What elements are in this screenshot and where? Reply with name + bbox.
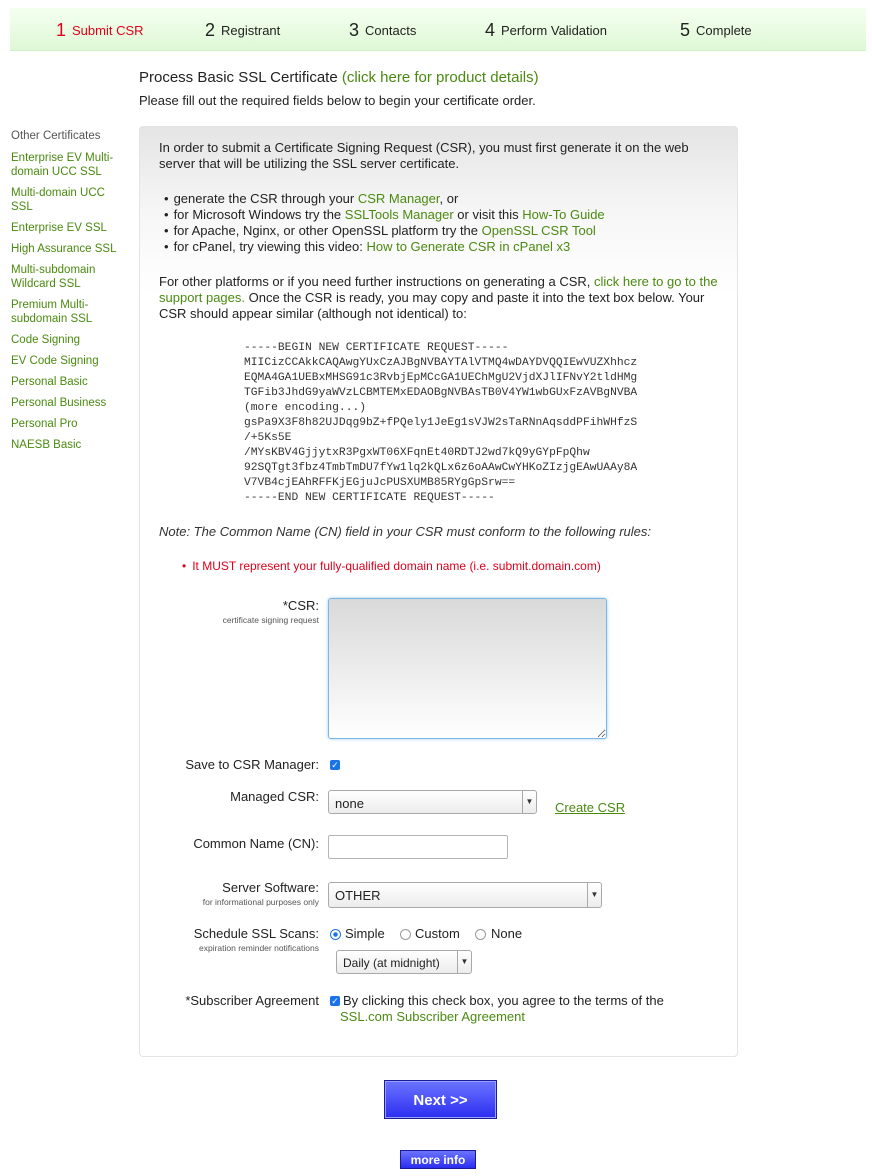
subscriber-agreement-checkbox[interactable]: ✓ bbox=[331, 996, 339, 1006]
page-title: Process Basic SSL Certificate (click here for product details) bbox=[139, 69, 539, 86]
scan-none-label: None bbox=[491, 926, 523, 941]
cn-rules-note: Note: The Common Name (CN) field in your CSR must conform to the following rules: bbox=[159, 524, 652, 539]
csr-manager-link[interactable]: CSR Manager bbox=[357, 191, 440, 206]
how-to-guide-link[interactable]: How-To Guide bbox=[522, 207, 605, 222]
csr-textarea[interactable] bbox=[328, 598, 607, 739]
chevron-down-icon: ▼ bbox=[587, 883, 601, 907]
platforms-text: For other platforms or if you need further instructions on generating a CSR, click here to go to the support pages. Once the CSR is ready, you may copy and paste it into the text box below. Your CSR should appear similar (although not identical) to: bbox=[159, 274, 718, 321]
scan-custom-label: Custom bbox=[415, 926, 460, 941]
progress-steps-bar bbox=[10, 8, 866, 51]
create-csr-link[interactable]: Create CSR bbox=[555, 800, 626, 815]
list-item: • generate the CSR through your CSR Manager, or bbox=[164, 191, 605, 207]
managed-csr-select[interactable]: none ▼ bbox=[328, 790, 537, 814]
sidebar-item-naesb-basic[interactable]: NAESB Basic bbox=[11, 439, 82, 451]
csr-sublabel: certificate signing request bbox=[222, 615, 319, 625]
list-item: • for Microsoft Windows try the SSLTools Manager or visit this How-To Guide bbox=[164, 207, 605, 223]
schedule-scans-sublabel: expiration reminder notifications bbox=[198, 943, 319, 953]
chevron-down-icon: ▼ bbox=[522, 791, 536, 813]
sidebar-item-personal-business[interactable]: Personal Business bbox=[11, 397, 107, 409]
sidebar-item-multi-subdomain-wildcard-ssl[interactable]: Multi-subdomain Wildcard SSL bbox=[11, 264, 96, 290]
server-software-sublabel: for informational purposes only bbox=[202, 897, 319, 907]
csr-label: *CSR: bbox=[282, 598, 319, 613]
csr-generation-options bbox=[164, 191, 605, 255]
cn-rule-item: • It MUST represent your fully-qualified domain name (i.e. submit.domain.com) bbox=[182, 559, 601, 573]
sidebar-item-enterprise-ev-multi-domain-ucc-ssl[interactable]: Enterprise EV Multi-domain UCC SSL bbox=[11, 152, 114, 178]
sidebar bbox=[11, 130, 129, 459]
scan-frequency-select[interactable]: Daily (at midnight) ▼ bbox=[336, 950, 472, 974]
scan-none-radio[interactable] bbox=[475, 929, 486, 940]
save-csr-label: Save to CSR Manager: bbox=[185, 757, 319, 772]
csr-sample-block: -----BEGIN NEW CERTIFICATE REQUEST----- MIICizCCAkkCAQAwgYUxCzAJBgNVBAYTAlVTMQ4wDAYDVQQIEwVUZXhhcz EQMA4GA1UEBxMHSG91c3RvbjEpMCcGA1UEChMgU2VjdXJlIFNvY2tldHMg TGFib3JhdG9yaWVzLCBMTEMxEDAOBgNVBAsTB0V4YW1wbGUxFzAVBgNVBA (more encoding...) gsPa9X3F8h82UJDqg9bZ+fPQely1JeEg1sVJW2sTaRNnAqsddPFihWHfzS /+5Ks5E /MYsKBV4GjjytxR3PgxWT06XFqnEt40RDTJ2wd7kQ9yGYpFpQhw 92SQTgt3fbz4TmbTmDU7fYw1lq2kQLx6z6oAAwCwYHKoZIzjgEAwUAAy8A V7VB4cjEAhRFFKjEGjuJcPUSXUMB85RYgGpSrw== -----END NEW CERTIFICATE REQUEST----- bbox=[244, 342, 638, 504]
step-perform-validation: 4 Perform Validation bbox=[485, 20, 607, 40]
openssl-csr-tool-link[interactable]: OpenSSL CSR Tool bbox=[481, 223, 596, 238]
scan-custom-radio[interactable] bbox=[400, 929, 411, 940]
intro-text: In order to submit a Certificate Signing Request (CSR), you must first generate it on the web server that will be utilizing the SSL server certificate. bbox=[159, 140, 689, 171]
ssltools-manager-link[interactable]: SSLTools Manager bbox=[344, 207, 454, 222]
sidebar-item-multi-domain-ucc-ssl[interactable]: Multi-domain UCC SSL bbox=[11, 187, 105, 213]
subscriber-agreement-label: *Subscriber Agreement bbox=[185, 993, 319, 1008]
step-submit-csr: 1 Submit CSR bbox=[56, 20, 144, 40]
scan-simple-label: Simple bbox=[345, 926, 385, 941]
save-csr-checkbox[interactable]: ✓ bbox=[331, 760, 339, 770]
subscriber-agreement-text: By clicking this check box, you agree to the terms of the bbox=[343, 993, 664, 1008]
list-item: • for cPanel, try viewing this video: How to Generate CSR in cPanel x3 bbox=[164, 239, 605, 255]
product-details-link[interactable]: (click here for product details) bbox=[341, 69, 539, 86]
sidebar-item-code-signing[interactable]: Code Signing bbox=[11, 334, 81, 346]
csr-form-panel bbox=[139, 126, 738, 1057]
sidebar-item-personal-basic[interactable]: Personal Basic bbox=[11, 376, 88, 388]
step-complete: 5 Complete bbox=[680, 20, 752, 40]
chevron-down-icon: ▼ bbox=[457, 951, 471, 973]
schedule-scans-label: Schedule SSL Scans: bbox=[193, 926, 319, 941]
subscriber-agreement-link[interactable]: SSL.com Subscriber Agreement bbox=[340, 1009, 525, 1024]
managed-csr-label: Managed CSR: bbox=[230, 789, 319, 804]
support-pages-link[interactable]: click here to go to the support pages. bbox=[159, 274, 718, 305]
server-software-select[interactable]: OTHER ▼ bbox=[328, 882, 602, 908]
sidebar-item-personal-pro[interactable]: Personal Pro bbox=[11, 418, 78, 430]
sidebar-item-premium-multi-subdomain-ssl[interactable]: Premium Multi-subdomain SSL bbox=[11, 299, 93, 325]
common-name-label: Common Name (CN): bbox=[193, 836, 319, 851]
server-software-label: Server Software: bbox=[222, 880, 319, 895]
sidebar-item-high-assurance-ssl[interactable]: High Assurance SSL bbox=[11, 243, 117, 255]
more-info-button[interactable]: more info bbox=[400, 1150, 476, 1169]
page-subtitle: Please fill out the required fields below to begin your certificate order. bbox=[139, 93, 536, 108]
common-name-input[interactable] bbox=[328, 835, 508, 859]
sidebar-item-ev-code-signing[interactable]: EV Code Signing bbox=[11, 355, 99, 367]
list-item: • for Apache, Nginx, or other OpenSSL platform try the OpenSSL CSR Tool bbox=[164, 223, 605, 239]
sidebar-heading: Other Certificates bbox=[11, 130, 101, 142]
scan-simple-radio[interactable] bbox=[330, 929, 341, 940]
step-registrant: 2 Registrant bbox=[205, 20, 281, 40]
cpanel-video-link[interactable]: How to Generate CSR in cPanel x3 bbox=[366, 239, 571, 254]
next-button[interactable]: Next >> bbox=[384, 1080, 497, 1119]
sidebar-item-enterprise-ev-ssl[interactable]: Enterprise EV SSL bbox=[11, 222, 107, 234]
step-contacts: 3 Contacts bbox=[349, 20, 417, 40]
